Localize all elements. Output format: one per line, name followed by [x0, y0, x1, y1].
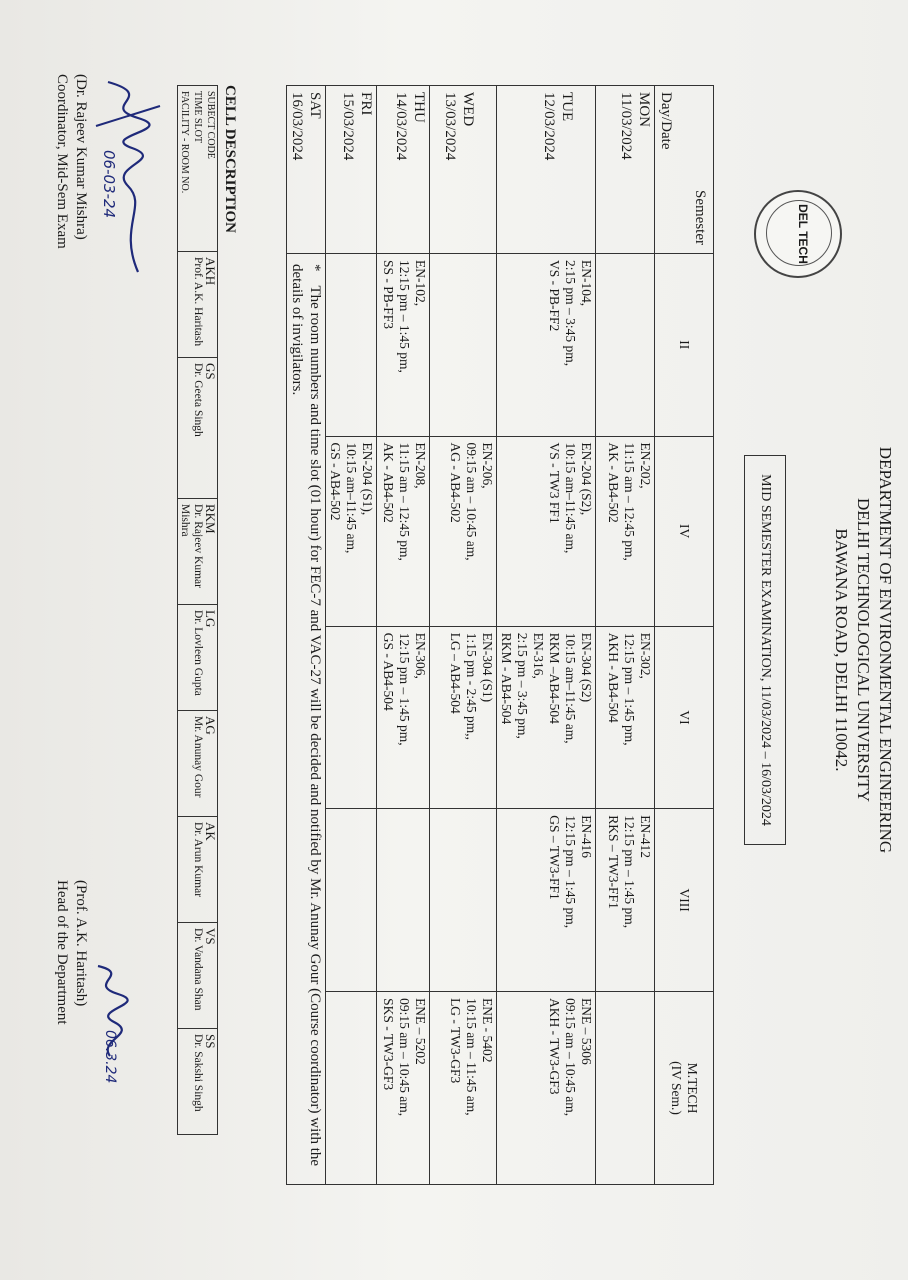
- corner-cell: [655, 86, 714, 254]
- day-cell: [596, 86, 655, 254]
- exam-cell: [430, 809, 497, 992]
- logo-text: DEL TECH: [796, 204, 810, 264]
- exam-cell: EN-206, 09:15 am – 10:45 am, AG - AB4-502: [430, 436, 497, 626]
- header-line-3: BAWANA ROAD, DELHI 110042.: [832, 528, 851, 772]
- exam-cell: [596, 254, 655, 437]
- day-label: FRI: [358, 92, 374, 116]
- semester-VIII: VIII: [655, 809, 714, 992]
- exam-cell: EN-202, 11:15 am – 12:45 pm, AK - AB4-502: [596, 436, 655, 626]
- table-row: [596, 86, 655, 1185]
- day-label: TUE: [559, 92, 575, 122]
- faculty-code: AKH: [203, 257, 218, 286]
- hod-block: [52, 880, 90, 1025]
- faculty-name: Dr. Rajeev Kumar Mishra: [179, 504, 204, 588]
- day-label: WED: [460, 92, 476, 127]
- day-label: SAT: [307, 92, 323, 119]
- faculty-entry: [178, 923, 218, 1029]
- faculty-name: Dr. Lovleen Gupta: [192, 610, 204, 696]
- day-cell: [287, 86, 326, 254]
- semester-mtech: M.TECH (IV Sem.): [655, 992, 714, 1185]
- faculty-code: GS: [203, 363, 218, 380]
- coordinator-name: (Dr. Rajeev Kumar Mishra): [73, 74, 89, 240]
- date-label: 12/03/2024: [541, 92, 557, 161]
- faculty-entry: [178, 499, 218, 605]
- faculty-entry: [178, 605, 218, 711]
- day-cell: [497, 86, 596, 254]
- exam-cell: EN-306, 12:15 pm – 1:45 pm, GS - AB4-504: [377, 626, 430, 809]
- saturday-note-cell: [287, 254, 326, 1185]
- exam-cell: [326, 626, 377, 809]
- department-header: [830, 420, 896, 880]
- date-label: 14/03/2024: [393, 92, 409, 161]
- table-row: [326, 86, 377, 1185]
- date-label: 13/03/2024: [442, 92, 458, 161]
- exam-cell: EN-412 12:15 pm – 1:45 pm, RKS – TW3-FF1: [596, 809, 655, 992]
- exam-cell: [596, 992, 655, 1185]
- day-label: MON: [636, 92, 652, 128]
- exam-cell: EN-204 (S2), 10:15 am–11:45 am, VS - TW3 FF1: [497, 436, 596, 626]
- faculty-entry: [178, 252, 218, 358]
- key-subject-code: SUBECT CODE: [205, 91, 216, 159]
- key-time-slot: TIME SLOT: [192, 91, 203, 143]
- cell-description-table: [177, 85, 218, 1135]
- faculty-entry: [178, 711, 218, 817]
- semester-IV: IV: [655, 436, 714, 626]
- saturday-note: The room numbers and time slot (01 hour) for FEC-7 and VAC-27 will be decided and notified by Mr. Anunay Gour (Course coordinator) with the details of invigilators.: [289, 264, 323, 1167]
- semester-II: II: [655, 254, 714, 437]
- exam-cell: EN-304 (S1) 1:15 pm - 2:45 pm,, LG – AB4-504: [430, 626, 497, 809]
- exam-cell: EN-104, 2:15 pm – 3:45 pm, VS - PB-FF2: [497, 254, 596, 437]
- faculty-name: Prof. A.K. Haritash: [192, 257, 204, 347]
- faculty-code: LG: [203, 610, 218, 628]
- header-line-1: DEPARTMENT OF ENVIRONMENTAL ENGINEERING: [876, 446, 895, 854]
- exam-cell: EN-304 (S2) 10:15 am–11:45 am, RKM –AB4-504 EN-316, 2:15 pm – 3:45 pm, RKM - AB4-504: [497, 626, 596, 809]
- exam-cell: [326, 254, 377, 437]
- hod-name: (Prof. A.K. Haritash): [73, 880, 89, 1007]
- hod-date: 06.3.24: [102, 1030, 118, 1084]
- exam-cell: EN-416 12:15 pm – 1:45 pm, GS – TW3-FF1: [497, 809, 596, 992]
- exam-cell: ENE - 5402 10:15 am – 11:45 am, LG - TW3-GF3: [430, 992, 497, 1185]
- exam-cell: EN-102, 12:15 pm – 1:45 pm, SS - PB-FF3: [377, 254, 430, 437]
- faculty-name: Dr. Vandana Shan: [192, 928, 204, 1011]
- table-row: [287, 86, 326, 1185]
- day-cell: [326, 86, 377, 254]
- semester-VI: VI: [655, 626, 714, 809]
- faculty-code: AK: [203, 822, 218, 841]
- faculty-code: AG: [203, 716, 218, 735]
- cell-key: [178, 86, 218, 252]
- faculty-entry: [178, 358, 218, 499]
- hod-role: Head of the Department: [54, 880, 70, 1025]
- faculty-name: Mr. Anunay Gour: [192, 716, 204, 798]
- coordinator-date: 06-03-24: [100, 150, 118, 219]
- faculty-name: Dr. Geeta Singh: [192, 363, 204, 437]
- exam-cell: ENE – 5202 09:15 am – 10:45 am, SKS - TW3-GF3: [377, 992, 430, 1185]
- table-row: [430, 86, 497, 1185]
- university-logo: [754, 190, 842, 278]
- note-star: *: [307, 264, 323, 272]
- header-line-2: DELHI TECHNOLOGICAL UNIVERSITY: [854, 497, 873, 803]
- corner-daydate: Day/Date: [658, 92, 674, 150]
- day-label: THU: [411, 92, 427, 123]
- faculty-code: VS: [203, 928, 218, 945]
- semester-header-row: [655, 86, 714, 1185]
- exam-cell: EN-204 (S1), 10:15 am–11:45 am, GS - AB4-502: [326, 436, 377, 626]
- faculty-code: SS: [203, 1034, 218, 1049]
- exam-cell: [430, 254, 497, 437]
- exam-cell: [326, 992, 377, 1185]
- table-row: [497, 86, 596, 1185]
- faculty-code: RKM: [203, 504, 218, 534]
- exam-cell: EN-302, 12:15 pm – 1:45 pm, AKH - AB4-504: [596, 626, 655, 809]
- date-label: 15/03/2024: [340, 92, 356, 161]
- corner-semester: Semester: [692, 190, 708, 245]
- schedule-table: [286, 85, 714, 1185]
- day-cell: [377, 86, 430, 254]
- faculty-name: Dr. Sakshi Singh: [192, 1034, 204, 1112]
- faculty-entry: [178, 817, 218, 923]
- exam-cell: ENE – 5306 09:15 am – 10:45 am, AKH - TW3-GF3: [497, 992, 596, 1185]
- faculty-entry: [178, 1029, 218, 1135]
- table-row: [377, 86, 430, 1185]
- exam-cell: [326, 809, 377, 992]
- exam-cell: EN-208, 11:15 am – 12:45 pm, AK - AB4-502: [377, 436, 430, 626]
- faculty-name: Dr. Arun Kumar: [192, 822, 204, 898]
- exam-cell: [377, 809, 430, 992]
- day-cell: [430, 86, 497, 254]
- key-facility-room: FACILITY - ROOM NO.: [179, 91, 190, 194]
- date-label: 16/03/2024: [289, 92, 305, 161]
- date-label: 11/03/2024: [618, 92, 634, 160]
- coordinator-block: [52, 74, 90, 249]
- cell-description-heading: CELL DESCRIPTION: [222, 85, 238, 233]
- exam-title-banner: MID SEMESTER EXAMINATION, 11/03/2024 – 16/03/2024: [744, 455, 786, 845]
- coordinator-role: Coordinator, Mid-Sem Exam: [54, 74, 70, 249]
